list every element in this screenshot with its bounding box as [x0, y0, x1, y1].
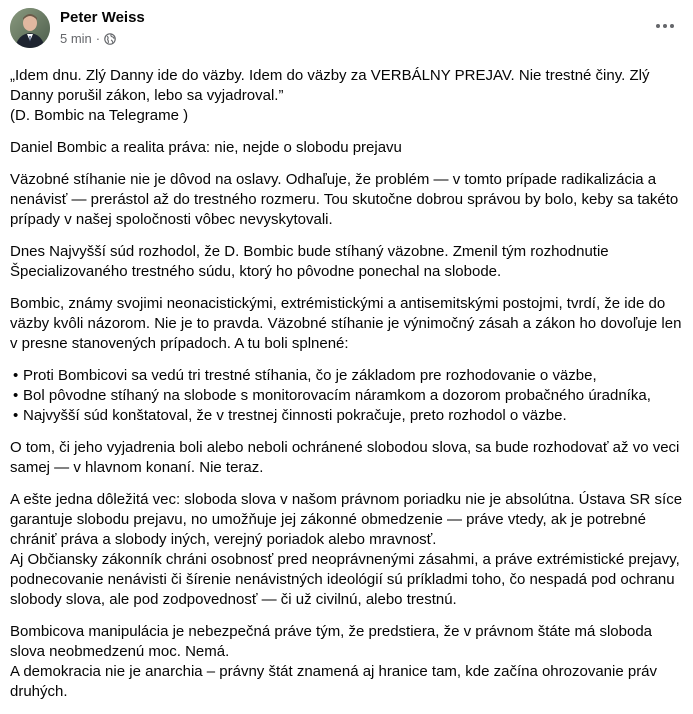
post-paragraph-quote	[10, 66, 685, 126]
final-text-2: A demokracia nie je anarchia – právny štát znamená aj hranice tam, kde začína ohrozovanie práv druhých.	[10, 663, 658, 700]
detention-text: Väzobné stíhanie nie je dôvod na oslavy. Odhaľuje, že problém — v tomto prípade radikalizácia a nenávisť — prerástol až do trestného rozmeru. Tou skutočne dobrou správou by bolo, keby sa takéto prípady v našej spoločnosti vôbec nevyskytovali.	[10, 171, 679, 228]
quote-text: „Idem dnu. Zlý Danny ide do väzby. Idem do väzby za VERBÁLNY PREJAV. Nie trestné činy. Zlý Danny porušil zákon, lebo sa vyjadroval.”	[10, 67, 650, 104]
post-paragraph-headline	[10, 138, 685, 158]
court-text: Dnes Najvyšší súd rozhodol, že D. Bombic bude stíhaný väzobne. Zmenil tým rozhodnutie Špecializovaného trestného súdu, ktorý ho pôvodne ponechal na slobode.	[10, 243, 609, 280]
reasons-list	[10, 366, 685, 426]
list-item: • Bol pôvodne stíhaný na slobode s monitorovacím náramkom a dozorom probačného úradníka,	[10, 386, 685, 406]
avatar[interactable]	[10, 8, 50, 48]
post-paragraph-court	[10, 242, 685, 282]
post-paragraph-detention	[10, 170, 685, 230]
speech-text: O tom, či jeho vyjadrenia boli alebo neboli ochránené slobodou slova, sa bude rozhodovať až vo veci samej — v hlavnom konaní. Nie teraz.	[10, 439, 680, 476]
avatar-image	[10, 8, 50, 48]
post-meta	[60, 31, 116, 46]
post-header	[10, 8, 683, 52]
post-paragraph-limits	[10, 490, 685, 610]
final-text-1: Bombicova manipulácia je nebezpečná práve tým, že predstiera, že v právnom štáte má sloboda slova neobmedzenú moc. Nemá.	[10, 623, 653, 660]
meta-separator: ·	[95, 31, 101, 46]
post-paragraph-final	[10, 622, 685, 702]
globe-icon[interactable]	[104, 33, 116, 45]
quote-source: (D. Bombic na Telegrame )	[10, 107, 189, 124]
author-name[interactable]: Peter Weiss	[60, 9, 145, 26]
headline-text: Daniel Bombic a realita práva: nie, nejde o slobodu prejavu	[10, 139, 402, 156]
list-item: • Proti Bombicovi sa vedú tri trestné stíhania, čo je základom pre rozhodovanie o väzbe,	[10, 366, 685, 386]
post-paragraph-speech	[10, 438, 685, 478]
more-options-button[interactable]	[653, 14, 677, 38]
reasons-intro: Bombic, známy svojimi neonacistickými, extrémistickými a antisemitskými postojmi, tvrdí, že ide do väzby kvôli názorom. Nie je to pravda. Väzobné stíhanie je výnimočný zásah a zákon ho dovoľuje len v presne stanovených prípadoch. A tu boli splnené:	[10, 295, 682, 352]
post-body	[10, 66, 685, 714]
post-paragraph-reasons	[10, 294, 685, 354]
list-item: • Najvyšší súd konštatoval, že v trestnej činnosti pokračuje, preto rozhodol o väzbe.	[10, 406, 685, 426]
more-horizontal-icon	[655, 23, 675, 29]
limits-text-1: A ešte jedna dôležitá vec: sloboda slova v našom právnom poriadku nie je absolútna. Ústava SR síce garantuje slobodu prejavu, no umožňuje jej zákonné obmedzenie — práve vtedy, ak je potrebné chrániť práva a slobody iných, verejný poriadok alebo mravnosť.	[10, 491, 683, 548]
limits-text-2: Aj Občiansky zákonník chráni osobnosť pred neoprávnenými zásahmi, a práve extrémistické prejavy, podnecovanie nenávisti či šírenie nenávistných ideológií sú príkladmi toho, čo nespadá pod ochranu slobody slova, ale pod zodpovednosť — či už civilnú, alebo trestnú.	[10, 551, 680, 608]
post-timestamp[interactable]: 5 min	[60, 31, 92, 46]
